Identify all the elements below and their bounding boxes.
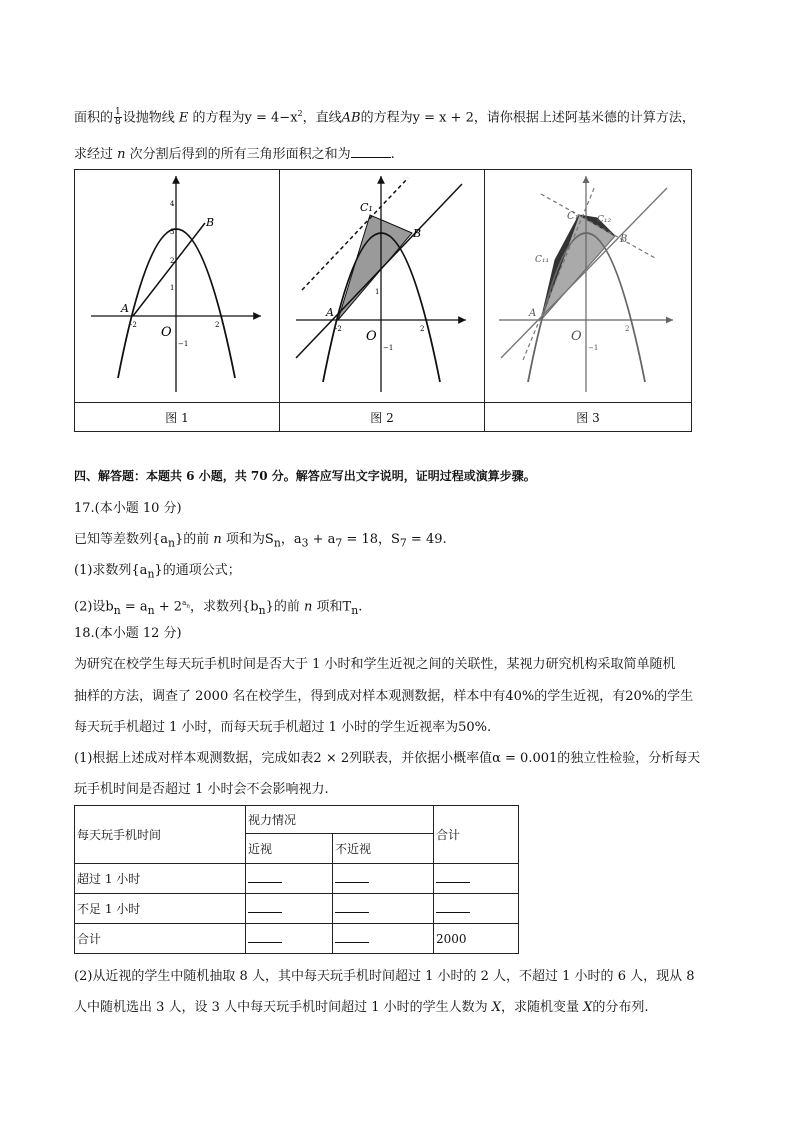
svg-text:2: 2 bbox=[215, 321, 220, 329]
q17-part-1: (1)求数列$\{a_n\}$的通项公式； bbox=[74, 563, 241, 581]
svg-text:4: 4 bbox=[170, 200, 175, 208]
q17-part-2: (2)设$b_n = a_n + 2^{a_n}$，求数列$\{b_n\}$的前 n 项和$T_n$. bbox=[74, 599, 363, 617]
fill-blank bbox=[436, 872, 470, 883]
svg-text:A: A bbox=[529, 308, 537, 319]
fill-blank bbox=[335, 932, 369, 943]
svg-text:O: O bbox=[571, 329, 582, 344]
fill-blank bbox=[248, 872, 282, 883]
svg-text:2: 2 bbox=[170, 257, 175, 265]
q18-part-2-line-2: 人中随机选出 3 人，设 3 人中每天玩手机时间超过 1 小时的学生人数为 X，求随机变量 X的分布列. bbox=[74, 1000, 649, 1015]
q17-stem: 已知等差数列$\{a_n\}$的前 n 项和为$S_n$，$a_3 + a_7 = 18$，$S_7 = 49$. bbox=[74, 532, 447, 550]
svg-text:B: B bbox=[206, 216, 215, 229]
svg-text:A: A bbox=[121, 302, 129, 315]
svg-text:O: O bbox=[366, 329, 377, 344]
row-label-under-1h: 不足 1 小时 bbox=[75, 894, 246, 924]
svg-text:−1: −1 bbox=[383, 344, 394, 352]
header-vision-status: 视力情况 bbox=[246, 806, 434, 834]
figure-1-caption: 图 1 bbox=[75, 403, 280, 432]
grand-total-value: 2000 bbox=[434, 924, 519, 954]
figure-3-cell bbox=[485, 170, 692, 403]
svg-text:C₁₁: C₁₁ bbox=[535, 255, 550, 265]
intro-line-1: 面积的 $\frac{1}{8}$ 设抛物线 E 的方程为$y = 4-x^2$，直线AB的方程为y = x + 2，请你根据上述阿基米德的计算方法， bbox=[74, 107, 695, 128]
row-label-over-1h: 超过 1 小时 bbox=[75, 864, 246, 894]
header-daily-phone-time: 每天玩手机时间 bbox=[75, 806, 246, 864]
q18-para-3: 每天玩手机超过 1 小时，而每天玩手机超过 1 小时的学生近视率为50%. bbox=[74, 720, 492, 735]
fill-blank bbox=[248, 932, 282, 943]
q18-para-1: 为研究在校学生每天玩手机时间是否大于 1 小时和学生近视之间的关联性，某视力研究机构采取简单随机 bbox=[74, 657, 676, 672]
svg-text:A: A bbox=[326, 306, 334, 319]
q18-part-1-line-2: 玩手机时间是否超过 1 小时会不会影响视力. bbox=[74, 782, 329, 797]
svg-text:B: B bbox=[413, 227, 422, 240]
figure-2-first-triangle bbox=[280, 170, 484, 398]
svg-text:-2: -2 bbox=[130, 321, 137, 329]
header-not-myopia: 不近视 bbox=[333, 834, 434, 864]
q18-part-1-line-1: (1)根据上述成对样本观测数据，完成如表2 × 2列联表，并依据小概率值α = 0.001的独立性检验，分析每天 bbox=[74, 751, 701, 766]
answer-blank bbox=[351, 145, 391, 158]
svg-text:−1: −1 bbox=[178, 340, 189, 348]
q17-title: 17.(本小题 10 分) bbox=[74, 501, 182, 516]
header-myopia: 近视 bbox=[246, 834, 333, 864]
svg-text:C₁: C₁ bbox=[360, 201, 373, 214]
section-4-heading: 四、解答题：本题共 6 小题，共 70 分。解答应写出文字说明，证明过程或演算步骤。 bbox=[74, 469, 536, 483]
header-total: 合计 bbox=[434, 806, 519, 864]
svg-text:−1: −1 bbox=[588, 344, 599, 352]
svg-text:O: O bbox=[161, 325, 172, 340]
svg-text:-2: -2 bbox=[335, 325, 342, 333]
svg-text:1: 1 bbox=[170, 284, 175, 292]
svg-text:3: 3 bbox=[170, 228, 175, 236]
figure-table bbox=[74, 169, 692, 432]
svg-text:2: 2 bbox=[625, 325, 630, 333]
figure-1-cell bbox=[75, 170, 280, 403]
svg-text:1: 1 bbox=[375, 288, 380, 296]
svg-text:B: B bbox=[620, 234, 628, 245]
figure-3-second-division bbox=[485, 170, 691, 398]
table-row bbox=[75, 894, 519, 924]
intro-line-2: 求经过 n 次分割后得到的所有三角形面积之和为 . bbox=[74, 147, 395, 162]
figure-2-cell bbox=[280, 170, 485, 403]
fill-blank bbox=[335, 872, 369, 883]
q18-part-2-line-1: (2)从近视的学生中随机抽取 8 人，其中每天玩手机时间超过 1 小时的 2 人，不超过 1 小时的 6 人，现从 8 bbox=[74, 969, 695, 984]
figure-3-caption: 图 3 bbox=[485, 403, 692, 432]
svg-text:2: 2 bbox=[420, 325, 425, 333]
contingency-table bbox=[74, 805, 519, 954]
svg-text:C₁: C₁ bbox=[567, 211, 579, 222]
row-label-total: 合计 bbox=[75, 924, 246, 954]
svg-text:C₁₂: C₁₂ bbox=[597, 215, 612, 225]
q18-title: 18.(本小题 12 分) bbox=[74, 626, 182, 641]
q18-para-2: 抽样的方法，调查了 2000 名在校学生，得到成对样本观测数据，样本中有40%的学生近视，有20%的学生 bbox=[74, 689, 694, 704]
fill-blank bbox=[335, 902, 369, 913]
fill-blank bbox=[248, 902, 282, 913]
table-row bbox=[75, 864, 519, 894]
fraction-one-eighth: $\frac{1}{8}$ bbox=[115, 107, 121, 128]
fill-blank bbox=[436, 902, 470, 913]
figure-1-parabola-chord bbox=[75, 170, 279, 398]
table-row bbox=[75, 924, 519, 954]
figure-2-caption: 图 2 bbox=[280, 403, 485, 432]
